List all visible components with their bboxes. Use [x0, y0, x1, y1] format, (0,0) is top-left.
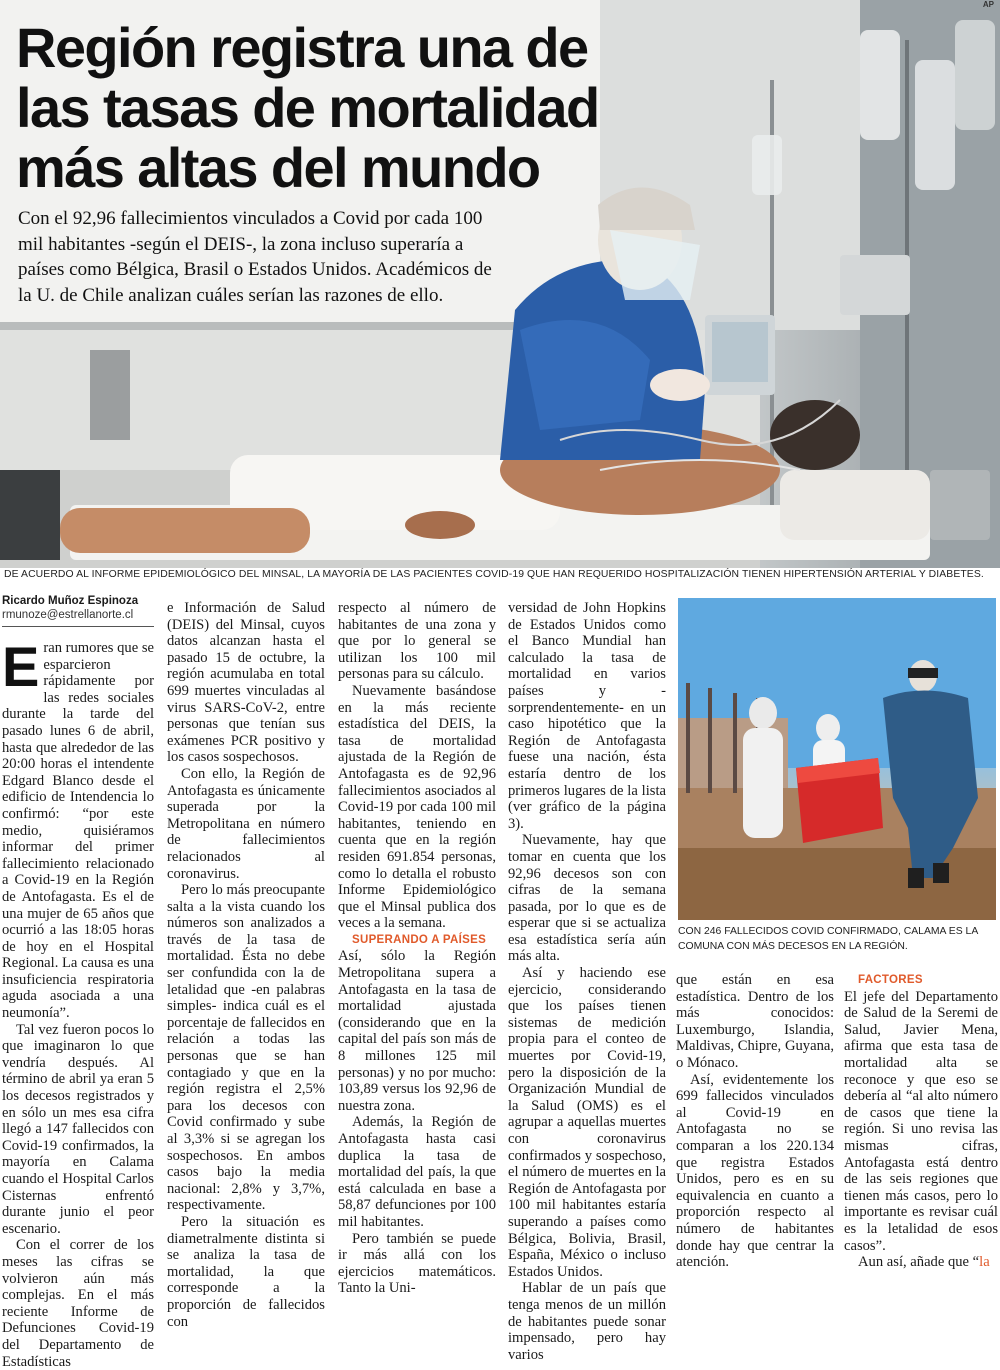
- article-paragraph: Con el correr de los meses las cifras se volvieron aún más complejas. En el más reciente Informe de Defunciones Covid-19 del Departamento de Estadísticas: [2, 1237, 154, 1370]
- article-paragraph: Con ello, la Región de Antofagasta es únicamente superada por la Metropolitana en número de fallecimientos relacionados al coronavirus.: [167, 765, 325, 882]
- article-column-3: [338, 600, 496, 1297]
- main-photo-caption: DE ACUERDO AL INFORME EPIDEMIOLÓGICO DEL MINSAL, LA MAYORÍA DE LAS PACIENTES COVID-19 QUE HAN REQUERIDO HOSPITALIZACIÓN TIENEN HIPERTENSIÓN ARTERIAL Y DIABETES.: [4, 569, 984, 580]
- article-paragraph: El jefe del Departamento de Salud de la Seremi de Salud, Javier Mena, afirma que esta tasa de mortalidad alta se reconoce y que eso se debería al “al alto número de casos que tiene la región. Si uno revisa las mismas cifras, Antofagasta está dentro de las seis regiones que tienen más casos, pero lo importante es revisar cuál es la letalidad de esos casos”.: [844, 988, 998, 1254]
- article-paragraph: Además, la Región de Antofagasta hasta casi duplica la tasa de mortalidad del país, la que está calculada en base a 58,87 defunciones por 100 mil habitantes.: [338, 1114, 496, 1230]
- continued-text: la: [979, 1254, 990, 1271]
- article-paragraph: Pero lo más preocupante salta a la vista cuando los números son analizados a través de la tasa de mortalidad. Ésta no debe ser confundida con la de letalidad que -en palabras simples- indica cuál es el porcentaje de fallecidos en relación a todas las personas que se han contagiado y que en la región registra el 2,5% para los decesos con Covid confirmado y sube al 3,3% si se agregan los sospechosos. En ambos casos bajo la media nacional: 2,8% y 3,7%, respectivamente.: [167, 882, 325, 1214]
- article-column-2: [167, 600, 325, 1330]
- article-paragraph: Nuevamente, hay que tomar en cuenta que los 92,96 decesos son con cifras de la semana pasada, por lo que es de esperar que si se actualiza esa estadística sería aún más alta.: [508, 832, 666, 965]
- article-column-5: [676, 972, 834, 1271]
- deck: Con el 92,96 fallecimientos vinculados a Covid por cada 100 mil habitantes -según el DEIS-, la zona incluso superaría a países como Bélgica, Brasil o Estados Unidos. Académicos de la U. de Chile analizan cuáles serían las razones de ello.: [18, 208, 492, 306]
- byline-divider: [2, 626, 154, 627]
- article-paragraph: e Información de Salud (DEIS) del Minsal, cuyos datos alcanzan hasta el pasado 15 de octubre, la región acumulaba en total 699 muertes vinculadas al virus SARS-CoV-2, entre personas que tenían sus exámenes PCR positivo y los casos sospechosos.: [167, 600, 325, 766]
- article-paragraph: Así y haciendo ese ejercicio, considerando que los países tienen sistemas de medición propia para el conteo de muertes por Covid-19, pero la disposición de la Organización Mundial de la Salud (OMS) es el agrupar a aquellas muertes con coronavirus confirmados y sospechoso, el número de muertes en la Región de Antofagasta por 100 mil habitantes estaría superando a países como Bélgica, Bolivia, Brasil, España, México o incluso Estados Unidos.: [508, 965, 666, 1280]
- cemetery-scene-illustration: [678, 598, 996, 920]
- cemetery-photo: [678, 598, 996, 920]
- byline-author: Ricardo Muñoz Espinoza: [2, 595, 139, 607]
- subhead-superando: SUPERANDO A PAÍSES: [352, 933, 487, 946]
- article-paragraph: respecto al número de habitantes de una zona y que por lo general se utilizan los 100 mil personas para su cálculo.: [338, 600, 496, 683]
- article-paragraph: Pero también se puede ir más allá con los ejercicios matemáticos. Tanto la Uni-: [338, 1230, 496, 1297]
- article-text: ran rumores que se esparcieron rápidamente por las redes sociales durante la tarde del pasado lunes 6 de abril, hasta que alrededor de las 20:00 horas el intendente Edgard Blanco desde el edificio de Intendencia lo confirmó: “por este medio, quisiéramos informar del primer fallecimiento relacionado a Covid-19 en la Región de Antofagasta. Es el de una mujer de 65 años que ocurrió a las 18:05 horas de hoy en el Hospital Regional. La causa es una insuficiencia respiratoria aguda asociada a una neumonía”.: [2, 640, 154, 1022]
- photo-credit: AP: [982, 0, 994, 9]
- article-column-6: [844, 972, 998, 1271]
- article-paragraph: [844, 1254, 998, 1271]
- article-column-1: [2, 635, 154, 1370]
- article-paragraph: Nuevamente basándose en la más reciente estadística del DEIS, la tasa de mortalidad ajustada de la Región de Antofagasta es de 92,96 fallecimientos asociados al Covid-19 por cada 100 mil habitantes, teniendo en cuenta que en la región residen 691.854 personas, como lo detalla el robusto Informe Epidemiológico que el Minsal publica dos veces a la semana.: [338, 682, 496, 932]
- dropcap: E: [2, 635, 40, 698]
- subhead-factores: FACTORES: [858, 974, 923, 986]
- article-paragraph: versidad de John Hopkins de Estados Unidos como el Banco Mundial han calculado la tasa de mortalidad en varios países y -sorprendentemente- en un caso hipotético que la Región de Antofagasta fuese una nación, ésta estaría dentro de los primeros lugares de la lista (ver gráfico de la página 3).: [508, 600, 666, 832]
- article-paragraph: Así, sólo la Región Metropolitana supera a Antofagasta en la tasa de mortalidad ajustada (considerando que en la capital del país son más de 8 millones 125 mil personas) y no por mucho: 103,89 versus los 92,96 de nuestra zona.: [338, 948, 496, 1114]
- article-paragraph: Pero la situación es diametralmente distinta si se analiza la tasa de mortalidad, la que corresponde a la proporción de fallecidos con: [167, 1213, 325, 1330]
- article-column-4: [508, 600, 666, 1363]
- article-paragraph: Así, evidentemente los 699 fallecidos vinculados al Covid-19 en Antofagasta no se comparan a los 220.134 que registra Estados Unidos, pero es en su equivalencia en cuanto a proporción respecto al número de habitantes donde hay que centrar la atención.: [676, 1071, 834, 1271]
- headline: Región registra una de las tasas de mortalidad más altas del mundo: [16, 16, 599, 199]
- article-text: Aun así, añade que “: [858, 1254, 980, 1271]
- article-paragraph: [2, 635, 154, 1022]
- main-photo: [0, 0, 1000, 568]
- cemetery-photo-caption: CON 246 FALLECIDOS COVID CONFIRMADO, CALAMA ES LA COMUNA CON MÁS DECESOS EN LA REGIÓN.: [678, 926, 978, 952]
- article-paragraph: Tal vez fueron pocos lo que imaginaron lo que vendría después. Al término de abril ya eran 5 los decesos registrados y en sólo un mes esa cifra llegó a 147 fallecidos con Covid-19 confirmados, la mayoría en Calama cuando el Hospital Carlos Cisternas enfrentó durante junio el peor escenario.: [2, 1021, 154, 1237]
- byline-email[interactable]: rmunoze@estrellanorte.cl: [2, 609, 134, 621]
- article-paragraph: Hablar de un país que tenga menos de un millón de habitantes puede sonar impensado, pero hay varios: [508, 1280, 666, 1363]
- article-paragraph: que están en esa estadística. Dentro de los más conocidos: Luxemburgo, Islandia, Maldivas, Chipre, Guyana, o Mónaco.: [676, 972, 834, 1071]
